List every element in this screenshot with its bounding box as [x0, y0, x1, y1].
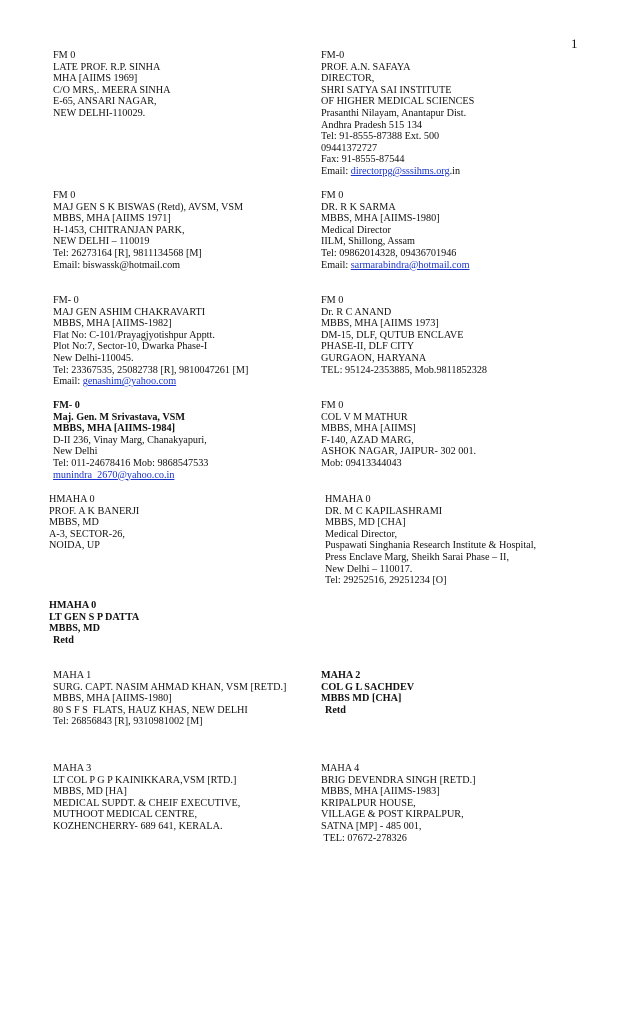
entry-phone: 09441372727: [321, 142, 378, 154]
entry-address-line: KOZHENCHERRY- 689 641, KERALA.: [53, 820, 223, 832]
entry-address-line: D-II 236, Vinay Marg, Chanakyapuri,: [53, 434, 207, 446]
entry-address-line: Puspawati Singhania Research Institute & Hospital,: [325, 540, 537, 552]
entry-phone: Tel: 26856843 [R], 9310981002 [M]: [53, 716, 203, 728]
email-link[interactable]: munindra_2670@yahoo.co.in: [53, 469, 175, 481]
entry-phone: Tel: 26273164 [R], 9811134568 [M]: [53, 247, 202, 259]
entry-chakravarti: [53, 295, 248, 388]
entry-code: MAHA 2: [321, 670, 361, 681]
email-label: Email:: [321, 259, 351, 271]
entry-code: HMAHA 0: [325, 494, 371, 505]
entry-designation: MEDICAL SUPDT. & CHEIF EXECUTIVE,: [53, 797, 241, 809]
entry-code: HMAHA 0: [49, 600, 97, 611]
entry-name: COL G L SACHDEV: [321, 681, 415, 693]
entry-address-line: IILM, Shillong, Assam: [321, 236, 415, 248]
entry-name: BRIG DEVENDRA SINGH [RETD.]: [321, 774, 476, 786]
entry-address-line: 80 S F S FLATS, HAUZ KHAS, NEW DELHI: [53, 704, 248, 716]
entry-address-line: NEW DELHI-110029.: [53, 107, 146, 119]
entry-address-line: VILLAGE & POST KIRPALPUR,: [321, 809, 464, 821]
email-link[interactable]: directorpg@sssihms.org: [350, 165, 450, 177]
entry-name: MAJ GEN S K BISWAS (Retd), AVSM, VSM: [53, 201, 244, 213]
entry-qualification: MBBS, MHA [AIIMS-1982]: [53, 318, 172, 330]
entry-name: LT COL P G P KAINIKKARA,VSM [RTD.]: [53, 774, 237, 786]
entry-address-line: F-140, AZAD MARG,: [321, 434, 414, 446]
entry-phone: Tel: 91-8555-87388 Ext. 500: [321, 131, 440, 143]
entry-address-line: A-3, SECTOR-26,: [49, 528, 125, 540]
entry-address-line: New Delhi – 110017.: [325, 563, 413, 575]
entry-address-line: NOIDA, UP: [49, 540, 100, 552]
entry-phone: Tel: 011-24678416 Mob: 9868547533: [53, 457, 209, 469]
entry-name: PROF. A.N. SAFAYA: [321, 61, 411, 73]
entry-address-line: H-1453, CHITRANJAN PARK,: [53, 224, 185, 236]
entry-status: Retd: [325, 704, 346, 716]
entry-address-line: SHRI SATYA SAI INSTITUTE: [321, 84, 452, 96]
entry-fax: Fax: 91-8555-87544: [321, 154, 405, 166]
entry-code: FM- 0: [53, 295, 79, 306]
entry-code: FM 0: [53, 50, 76, 61]
entry-code: FM 0: [321, 400, 344, 411]
entry-code: FM-0: [321, 50, 345, 61]
entry-address-line: E-65, ANSARI NAGAR,: [53, 96, 157, 108]
entry-email: Email: biswassk@hotmail.com: [53, 259, 181, 271]
entry-address-line: SATNA [MP] - 485 001,: [321, 820, 422, 832]
entry-address-line: New Delhi-110045.: [53, 352, 134, 364]
entry-datta: [49, 600, 139, 646]
email-suffix: .in: [449, 165, 461, 177]
email-link[interactable]: genashim@yahoo.com: [82, 376, 177, 388]
entry-qualification: MBBS, MHA [AIIMS 1971]: [53, 213, 171, 225]
entry-phone: TEL: 07672-278326: [321, 832, 407, 844]
entry-code: MAHA 3: [53, 763, 92, 774]
entry-name: Dr. R C ANAND: [321, 306, 392, 318]
entry-name: MAJ GEN ASHIM CHAKRAVARTI: [53, 306, 206, 318]
entry-name: PROF. A K BANERJI: [49, 505, 140, 517]
entry-address-line: PHASE-II, DLF CITY: [321, 341, 415, 353]
entry-qualification: MBBS, MHA [AIIMS]: [321, 423, 416, 435]
entry-singh: [321, 763, 476, 844]
entry-phone: Mob: 09413344043: [321, 457, 402, 469]
entry-qualification: MBBS, MD: [49, 623, 100, 635]
entry-qualification: MBBS, MD [HA]: [53, 786, 127, 798]
entry-email: [321, 166, 474, 178]
entry-address-line: Andhra Pradesh 515 134: [321, 119, 423, 131]
entry-kapilashrami: [325, 494, 536, 587]
entry-address-line: OF HIGHER MEDICAL SCIENCES: [321, 96, 475, 108]
entry-address-line: KRIPALPUR HOUSE,: [321, 797, 416, 809]
entry-qualification: MHA [AIIMS 1969]: [53, 73, 138, 85]
entry-qualification: MBBS, MHA [AIIMS-1980]: [53, 693, 172, 705]
entry-code: MAHA 4: [321, 763, 360, 774]
entry-name: Maj. Gen. M Srivastava, VSM: [53, 411, 185, 423]
entry-anand: [321, 295, 487, 376]
entry-mathur: [321, 400, 476, 470]
entry-address-line: Prasanthi Nilayam, Anantapur Dist.: [321, 107, 467, 119]
entry-address-line: DM-15, DLF, QUTUB ENCLAVE: [321, 329, 464, 341]
entry-name: LT GEN S P DATTA: [49, 611, 140, 623]
entry-name: DR. R K SARMA: [321, 201, 396, 213]
entry-qualification: MBBS, MD: [49, 517, 99, 529]
entry-code: FM 0: [53, 190, 76, 201]
entry-designation: Medical Director: [321, 224, 391, 236]
entry-banerji: [49, 494, 139, 552]
entry-code: HMAHA 0: [49, 494, 95, 505]
entry-sachdev: [321, 670, 414, 716]
entry-qualification: MBBS, MHA [AIIMS-1984]: [53, 423, 175, 435]
entry-address-line: NEW DELHI – 110019: [53, 236, 150, 248]
entry-sinha: [53, 50, 170, 120]
entry-code: MAHA 1: [53, 670, 92, 681]
entry-qualification: MBBS MD [CHA]: [321, 693, 402, 705]
entry-phone: TEL: 95124-2353885, Mob.9811852328: [321, 364, 488, 376]
entry-qualification: MBBS, MHA [AIIMS-1980]: [321, 213, 440, 225]
entry-name: COL V M MATHUR: [321, 411, 408, 423]
entry-qualification: MBBS, MD [CHA]: [325, 517, 406, 529]
entry-sarma: [321, 190, 470, 271]
entry-name: SURG. CAPT. NASIM AHMAD KHAN, VSM [RETD.]: [53, 681, 287, 693]
entry-srivastava: [53, 400, 208, 481]
entry-safaya: [321, 50, 474, 178]
email-label: Email:: [321, 165, 351, 177]
entry-code: FM- 0: [53, 400, 80, 411]
entry-name: DR. M C KAPILASHRAMI: [325, 505, 443, 517]
entry-phone: Tel: 29252516, 29251234 [O]: [325, 575, 447, 587]
entry-address-line: ASHOK NAGAR, JAIPUR- 302 001.: [321, 446, 477, 458]
entry-address-line: GURGAON, HARYANA: [321, 352, 427, 364]
entry-address-line: Flat No: C-101/Prayagjyotishpur Apptt.: [53, 329, 215, 341]
entry-phone: Tel: 23367535, 25082738 [R], 9810047261 [M]: [53, 364, 249, 376]
entry-qualification: MBBS, MHA [AIIMS-1983]: [321, 786, 440, 798]
entry-qualification: MBBS, MHA [AIIMS 1973]: [321, 318, 439, 330]
entry-biswas: [53, 190, 243, 271]
email-link[interactable]: sarmarabindra@hotmail.com: [350, 259, 470, 271]
entry-address-line: Press Enclave Marg, Sheikh Sarai Phase – II,: [325, 551, 509, 563]
entry-address-line: MUTHOOT MEDICAL CENTRE,: [53, 809, 198, 821]
entry-code: FM 0: [321, 190, 344, 201]
entry-name: LATE PROF. R.P. SINHA: [53, 61, 161, 73]
entry-designation: Medical Director,: [325, 528, 398, 540]
entry-phone: Tel: 09862014328, 09436701946: [321, 247, 457, 259]
entry-address-line: New Delhi: [53, 446, 98, 458]
entry-address-line: C/O MRS,. MEERA SINHA: [53, 84, 171, 96]
entry-email: [53, 470, 208, 482]
entry-designation: DIRECTOR,: [321, 73, 375, 85]
entry-khan: [53, 670, 286, 728]
entry-kainikkara: [53, 763, 240, 833]
entry-email: [53, 376, 248, 388]
entry-address-line: Plot No:7, Sector-10, Dwarka Phase-I: [53, 341, 208, 353]
entry-status: Retd: [53, 634, 74, 646]
email-label: Email:: [53, 376, 83, 388]
entry-email: [321, 260, 470, 272]
page-number: 1: [571, 36, 578, 51]
entry-code: FM 0: [321, 295, 344, 306]
